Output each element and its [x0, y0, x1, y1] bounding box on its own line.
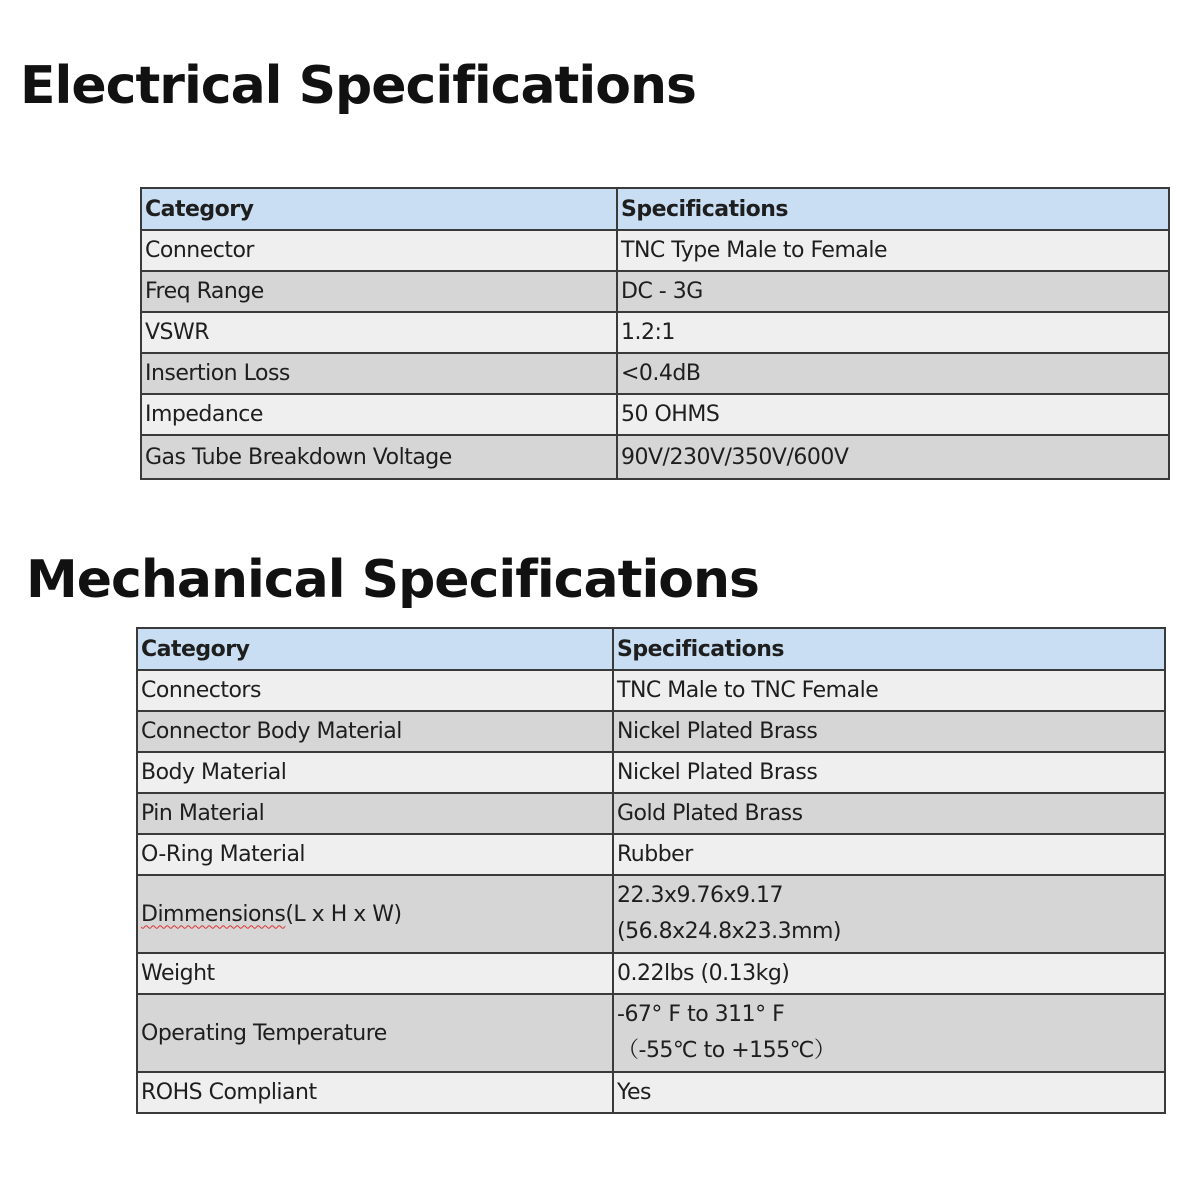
- category-cell: Pin Material: [137, 793, 613, 834]
- spec-cell: TNC Type Male to Female: [617, 230, 1169, 271]
- table-row: [137, 994, 1165, 1072]
- spec-cell: [613, 994, 1165, 1072]
- spec-cell: DC - 3G: [617, 271, 1169, 312]
- category-cell: Connectors: [137, 670, 613, 711]
- spec-cell: TNC Male to TNC Female: [613, 670, 1165, 711]
- mechanical-specifications-title: Mechanical Specifications: [26, 550, 759, 610]
- table-row: [137, 834, 1165, 875]
- electrical-specifications-table: [140, 187, 1170, 480]
- header-specifications: Specifications: [617, 188, 1169, 230]
- category-cell: Gas Tube Breakdown Voltage: [141, 435, 617, 479]
- category-cell: Connector: [141, 230, 617, 271]
- table-row: [141, 312, 1169, 353]
- table-row: [137, 1072, 1165, 1113]
- category-cell: Impedance: [141, 394, 617, 435]
- spec-line: （-55℃ to +155℃）: [617, 1038, 836, 1063]
- table-row: [137, 953, 1165, 994]
- category-cell: Body Material: [137, 752, 613, 793]
- category-cell: ROHS Compliant: [137, 1072, 613, 1113]
- spec-line: 22.3x9.76x9.17: [617, 883, 783, 908]
- table-row: [137, 793, 1165, 834]
- table-header-row: [141, 188, 1169, 230]
- category-cell: Weight: [137, 953, 613, 994]
- table-row: [137, 711, 1165, 752]
- table-row: [141, 271, 1169, 312]
- table-header-row: [137, 628, 1165, 670]
- spec-cell: <0.4dB: [617, 353, 1169, 394]
- spec-cell: Rubber: [613, 834, 1165, 875]
- category-cell: VSWR: [141, 312, 617, 353]
- category-cell: [137, 875, 613, 953]
- spec-cell: Gold Plated Brass: [613, 793, 1165, 834]
- spec-cell: 1.2:1: [617, 312, 1169, 353]
- spec-line: (56.8x24.8x23.3mm): [617, 919, 842, 944]
- spec-cell: [613, 875, 1165, 953]
- spec-cell: Nickel Plated Brass: [613, 711, 1165, 752]
- spec-cell: 0.22lbs (0.13kg): [613, 953, 1165, 994]
- spec-cell: 90V/230V/350V/600V: [617, 435, 1169, 479]
- header-specifications: Specifications: [613, 628, 1165, 670]
- table-row: [141, 394, 1169, 435]
- header-category: Category: [137, 628, 613, 670]
- mechanical-specifications-table: [136, 627, 1166, 1114]
- header-category: Category: [141, 188, 617, 230]
- category-suffix: (L x H x W): [285, 901, 402, 927]
- table-row: [141, 230, 1169, 271]
- category-cell: Operating Temperature: [137, 994, 613, 1072]
- category-cell: Insertion Loss: [141, 353, 617, 394]
- table-row: [137, 875, 1165, 953]
- category-cell: Freq Range: [141, 271, 617, 312]
- table-row: [141, 353, 1169, 394]
- table-row: [141, 435, 1169, 479]
- spec-line: -67° F to 311° F: [617, 1002, 785, 1027]
- spec-cell: Yes: [613, 1072, 1165, 1113]
- table-row: [137, 752, 1165, 793]
- category-cell: Connector Body Material: [137, 711, 613, 752]
- spellcheck-flagged-word: Dimmensions: [141, 901, 286, 927]
- spec-cell: Nickel Plated Brass: [613, 752, 1165, 793]
- table-row: [137, 670, 1165, 711]
- electrical-specifications-title: Electrical Specifications: [20, 56, 696, 116]
- spec-cell: 50 OHMS: [617, 394, 1169, 435]
- category-cell: O-Ring Material: [137, 834, 613, 875]
